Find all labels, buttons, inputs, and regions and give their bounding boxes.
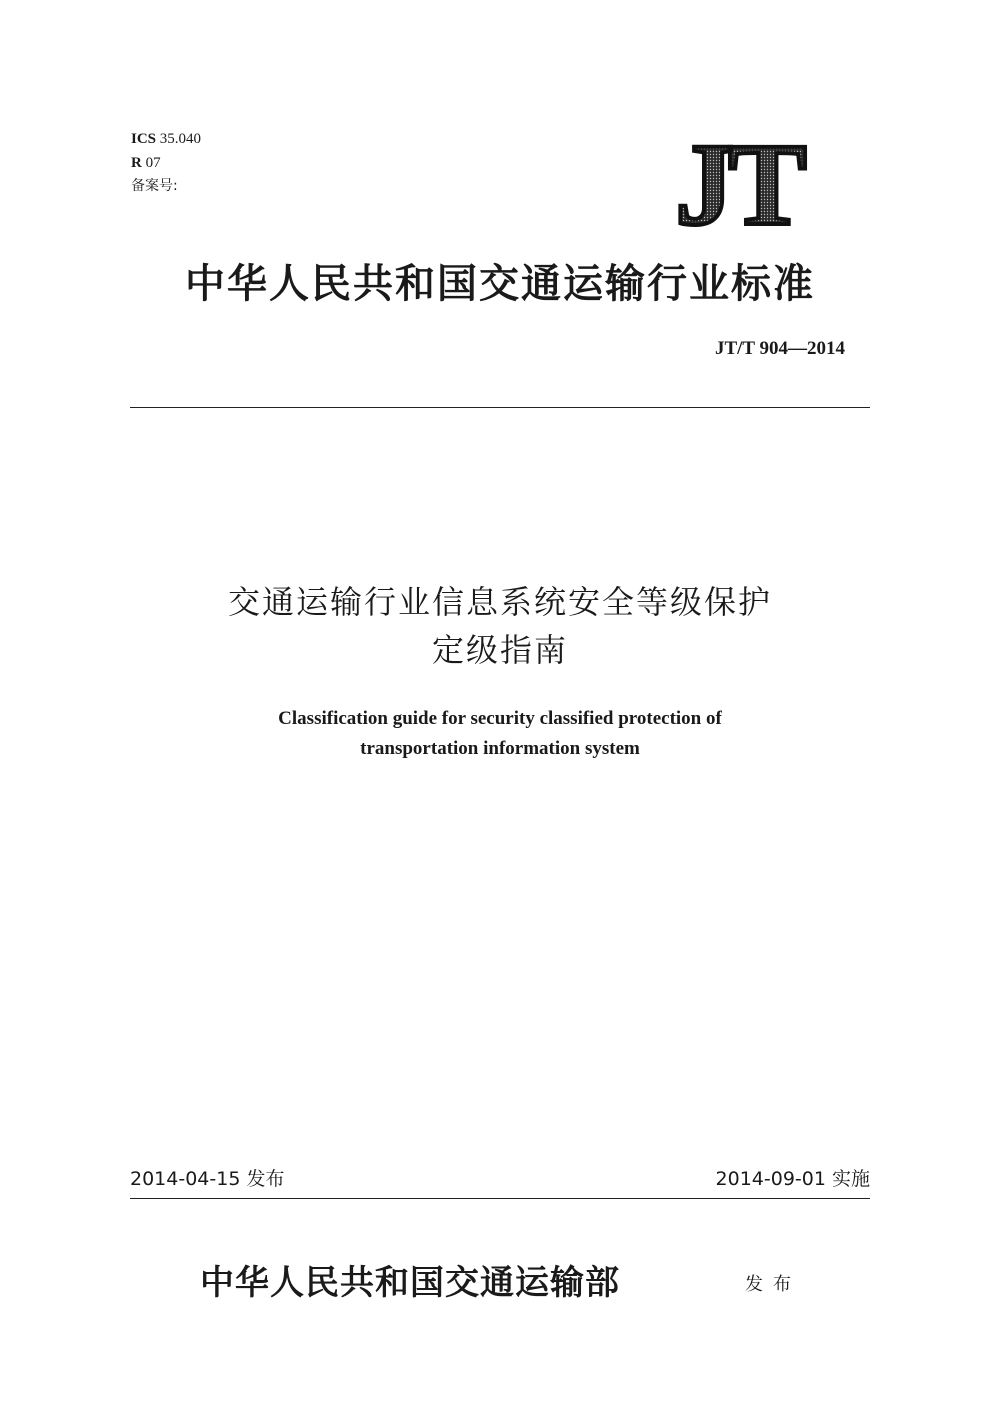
ics-code [131,130,201,148]
standard-category-title: 中华人民共和国交通运输行业标准 [185,260,815,307]
document-title-chinese-line2: 定级指南 [431,631,568,669]
publisher-name: 中华人民共和国交通运输部 [200,1263,620,1303]
issue-date: 2014-04-15 发布 [130,1168,285,1190]
document-title-chinese-line1: 交通运输行业信息系统安全等级保护 [227,583,772,621]
top-divider [130,407,870,408]
standard-number: JT/T 904—2014 [714,338,845,359]
ics-value: 35.040 [159,131,202,147]
document-title-english-line1: Classification guide for security classified protection of [278,708,722,729]
classification-label: R [131,155,142,171]
document-title-english [0,704,1000,764]
bottom-divider [130,1198,870,1199]
document-title-english-line2: transportation information system [360,738,640,759]
implementation-date: 2014-09-01 实施 [715,1168,870,1190]
logo-text: JT [675,138,801,230]
jt-logo [643,138,833,230]
ics-label: ICS [131,131,157,147]
record-number-label: 备案号: [131,178,178,194]
classification-code [131,154,161,172]
classification-value: 07 [145,155,161,171]
publish-label: 发布 [745,1274,801,1295]
document-title-chinese [0,578,1000,674]
